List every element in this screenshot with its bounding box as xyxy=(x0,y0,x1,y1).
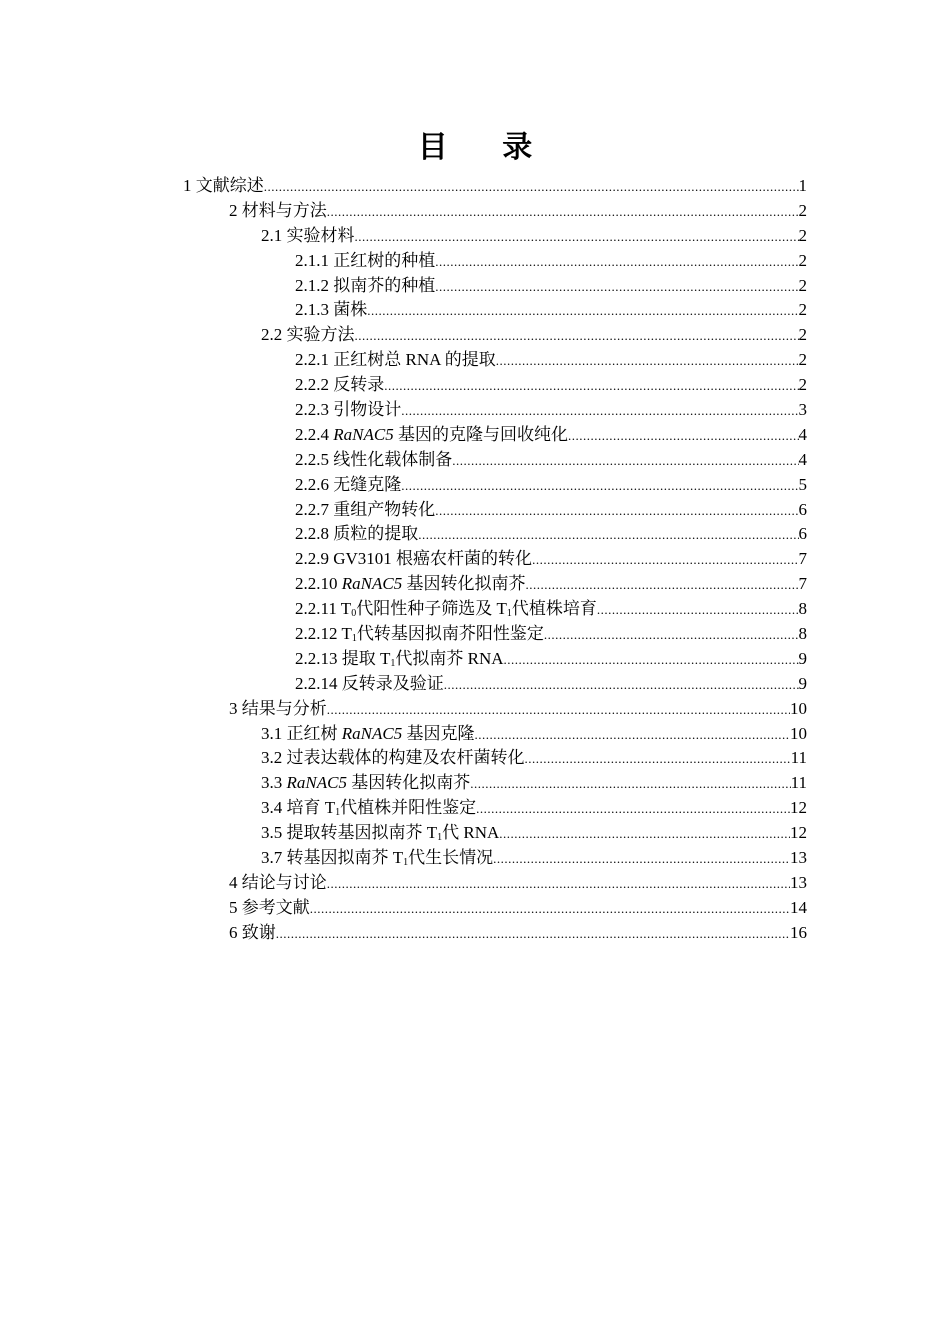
toc-entry[interactable] xyxy=(183,174,807,199)
title-text: 4 结论与讨论 xyxy=(229,872,327,892)
toc-entry-title xyxy=(295,672,444,697)
toc-entry-title xyxy=(295,448,452,473)
title-text: 3.3 xyxy=(261,773,287,793)
toc-entry[interactable] xyxy=(295,348,807,373)
toc-entry-title xyxy=(261,796,476,821)
page-title: 目 录 xyxy=(417,130,555,165)
title-text: 代转基因拟南芥阳性鉴定 xyxy=(356,624,544,644)
title-text: 基因克隆 xyxy=(402,723,475,743)
toc-page-number: 11 xyxy=(790,773,807,793)
dot-leader xyxy=(327,200,799,225)
toc-entry-title xyxy=(229,871,327,896)
title-text: 2.2.4 xyxy=(295,424,334,444)
title-text: 2.2.10 xyxy=(295,574,342,594)
title-text: 2.2.12 T xyxy=(295,624,352,644)
toc-page-number: 8 xyxy=(798,599,807,619)
toc-page-number: 2 xyxy=(798,350,807,370)
toc-entry[interactable] xyxy=(295,547,807,572)
title-text: 2.2.3 引物设计 xyxy=(295,400,402,420)
title-text: 5 参考文献 xyxy=(229,897,310,917)
toc-entry-title xyxy=(295,298,367,323)
toc-entry-title xyxy=(183,174,264,199)
toc-entry-title xyxy=(261,224,355,249)
toc-entry[interactable] xyxy=(295,522,807,547)
title-text: 2.2.7 重组产物转化 xyxy=(295,499,436,519)
toc-entry[interactable] xyxy=(229,896,807,921)
title-text: 2.1 实验材料 xyxy=(261,225,355,245)
dot-leader xyxy=(544,623,799,648)
dot-leader xyxy=(355,324,799,349)
toc-entry-title xyxy=(261,821,499,846)
title-text: 2.2.5 线性化载体制备 xyxy=(295,449,453,469)
subscript: 1 xyxy=(390,657,396,669)
toc-entry[interactable] xyxy=(295,473,807,498)
subscript: 1 xyxy=(437,832,443,844)
toc-entry-title xyxy=(295,647,504,672)
title-text: 代阳性种子筛选及 T xyxy=(356,599,507,619)
dot-leader xyxy=(276,922,790,947)
title-text: 3.4 培育 T xyxy=(261,798,336,818)
toc-page-number: 2 xyxy=(798,275,807,295)
toc-entry[interactable] xyxy=(295,672,807,697)
toc-page-number: 7 xyxy=(798,549,807,569)
toc-entry[interactable] xyxy=(261,722,807,747)
toc-entry-title xyxy=(295,348,496,373)
title-text: 3 结果与分析 xyxy=(229,698,327,718)
dot-leader xyxy=(401,399,798,424)
title-text: 2.2.8 质粒的提取 xyxy=(295,524,419,544)
toc-entry-title xyxy=(229,896,310,921)
toc-entry[interactable] xyxy=(295,274,807,299)
subscript: 0 xyxy=(351,608,357,620)
table-of-contents xyxy=(0,174,950,946)
title-text: 基因转化拟南芥 xyxy=(346,773,471,793)
dot-leader xyxy=(355,225,799,250)
toc-entry-title xyxy=(261,746,525,771)
toc-entry-title xyxy=(295,473,401,498)
toc-entry[interactable] xyxy=(295,572,807,597)
toc-entry[interactable] xyxy=(261,746,807,771)
subscript: 1 xyxy=(335,807,341,819)
title-text: 2.1.2 拟南芥的种植 xyxy=(295,275,436,295)
subscript: 1 xyxy=(403,857,409,869)
dot-leader xyxy=(310,897,790,922)
toc-page-number: 6 xyxy=(798,524,807,544)
toc-page-number: 3 xyxy=(798,400,807,420)
toc-page-number: 16 xyxy=(790,922,807,942)
dot-leader xyxy=(327,698,790,723)
toc-page-number: 11 xyxy=(790,748,807,768)
title-text: 6 致谢 xyxy=(229,922,276,942)
title-text: 2.2.1 正红树总 RNA 的提取 xyxy=(295,350,496,370)
toc-entry-title xyxy=(261,323,355,348)
toc-page-number: 4 xyxy=(798,449,807,469)
title-text: 2.2.9 GV3101 根癌农杆菌的转化 xyxy=(295,549,533,569)
toc-page-number: 2 xyxy=(798,375,807,395)
title-text: 代生长情况 xyxy=(408,848,494,868)
title-text: 代 RNA xyxy=(442,823,500,843)
title-text: 3.7 转基因拟南芥 T xyxy=(261,848,404,868)
toc-page-number: 8 xyxy=(798,624,807,644)
toc-page-number: 6 xyxy=(798,499,807,519)
toc-page-number: 9 xyxy=(798,648,807,668)
dot-leader xyxy=(367,299,798,324)
toc-page-number: 2 xyxy=(798,225,807,245)
toc-entry-title xyxy=(261,771,470,796)
toc-entry[interactable] xyxy=(295,498,807,523)
title-text: 2.2.14 反转录及验证 xyxy=(295,673,444,693)
title-text: 2.1.1 正红树的种植 xyxy=(295,250,436,270)
toc-page-number: 12 xyxy=(790,798,807,818)
title-text: 代植株培育 xyxy=(511,599,597,619)
toc-entry[interactable] xyxy=(261,821,807,846)
title-text: 2.2.2 反转录 xyxy=(295,375,385,395)
toc-entry[interactable] xyxy=(295,249,807,274)
toc-entry-title xyxy=(295,522,418,547)
toc-entry-title xyxy=(295,249,435,274)
toc-entry[interactable] xyxy=(261,771,807,796)
title-text: 基因的克隆与回收纯化 xyxy=(393,424,568,444)
dot-leader xyxy=(435,250,798,275)
dot-leader xyxy=(327,872,790,897)
toc-entry[interactable] xyxy=(229,871,807,896)
toc-entry[interactable] xyxy=(295,373,807,398)
toc-entry[interactable] xyxy=(295,298,807,323)
title-text: 2.1.3 菌株 xyxy=(295,300,368,320)
dot-leader xyxy=(496,349,799,374)
dot-leader xyxy=(435,275,798,300)
gene-name: RaNAC5 xyxy=(286,773,347,793)
dot-leader xyxy=(444,673,799,698)
toc-entry[interactable] xyxy=(295,622,807,647)
title-text: 2.2.6 无缝克隆 xyxy=(295,474,402,494)
toc-page-number: 10 xyxy=(790,698,807,718)
toc-entry[interactable] xyxy=(261,224,807,249)
toc-entry[interactable] xyxy=(229,921,807,946)
toc-entry-title xyxy=(295,597,597,622)
toc-entry[interactable] xyxy=(295,423,807,448)
toc-entry[interactable] xyxy=(295,597,807,622)
dot-leader xyxy=(499,822,790,847)
toc-entry-title xyxy=(295,373,384,398)
dot-leader xyxy=(493,847,790,872)
toc-page-number: 5 xyxy=(798,474,807,494)
title-text: 2.2 实验方法 xyxy=(261,325,355,345)
toc-page-number: 2 xyxy=(798,325,807,345)
toc-entry-title xyxy=(295,423,568,448)
dot-leader xyxy=(384,374,798,399)
toc-entry-title xyxy=(295,572,525,597)
dot-leader xyxy=(525,747,791,772)
title-text: 2 材料与方法 xyxy=(229,200,327,220)
toc-entry[interactable] xyxy=(295,647,807,672)
toc-entry-title xyxy=(229,921,276,946)
toc-page-number: 12 xyxy=(790,823,807,843)
toc-entry-title xyxy=(295,547,532,572)
toc-page-number: 1 xyxy=(798,176,807,195)
toc-entry-title xyxy=(295,398,401,423)
title-text: 2.2.11 T xyxy=(295,599,352,619)
toc-page-number: 10 xyxy=(790,723,807,743)
title-text: 3.2 过表达载体的构建及农杆菌转化 xyxy=(261,748,525,768)
toc-page-number: 2 xyxy=(798,300,807,320)
title-text: 3.1 正红树 xyxy=(261,723,342,743)
title-text: 代拟南芥 RNA xyxy=(395,648,504,668)
toc-page-number: 13 xyxy=(790,848,807,868)
dot-leader xyxy=(470,772,790,797)
toc-entry[interactable] xyxy=(229,199,807,224)
toc-entry-title xyxy=(261,722,474,747)
dot-leader xyxy=(474,723,790,748)
dot-leader xyxy=(452,449,798,474)
toc-page-number: 2 xyxy=(798,200,807,220)
title-text: 代植株并阳性鉴定 xyxy=(340,798,477,818)
dot-leader xyxy=(597,598,799,623)
gene-name: RaNAC5 xyxy=(341,723,403,743)
toc-page-number: 9 xyxy=(798,673,807,693)
title-text: 基因转化拟南芥 xyxy=(402,574,526,594)
toc-entry[interactable] xyxy=(295,398,807,423)
dot-leader xyxy=(504,648,799,673)
toc-entry-title xyxy=(295,622,544,647)
subscript: 1 xyxy=(506,608,512,620)
toc-entry-title xyxy=(295,274,435,299)
toc-entry[interactable] xyxy=(261,796,807,821)
subscript: 1 xyxy=(351,633,357,645)
toc-entry-title xyxy=(261,846,493,871)
dot-leader xyxy=(418,523,798,548)
toc-entry[interactable] xyxy=(261,323,807,348)
title-text: 2.2.13 提取 T xyxy=(295,648,391,668)
toc-page-number: 2 xyxy=(798,250,807,270)
toc-entry-title xyxy=(229,199,327,224)
title-text: 3.5 提取转基因拟南芥 T xyxy=(261,823,438,843)
title-text: 1 文献综述 xyxy=(183,176,264,195)
toc-page-number: 7 xyxy=(798,574,807,594)
dot-leader xyxy=(476,797,790,822)
dot-leader xyxy=(401,474,798,499)
toc-entry[interactable] xyxy=(229,697,807,722)
toc-entry-title xyxy=(295,498,435,523)
dot-leader xyxy=(568,424,799,449)
toc-entry-title xyxy=(229,697,327,722)
dot-leader xyxy=(532,548,798,573)
dot-leader xyxy=(264,175,799,200)
gene-name: RaNAC5 xyxy=(333,424,394,444)
toc-entry[interactable] xyxy=(295,448,807,473)
gene-name: RaNAC5 xyxy=(341,574,403,594)
dot-leader xyxy=(435,499,798,524)
toc-page-number: 14 xyxy=(790,897,807,917)
toc-page-number: 4 xyxy=(798,424,807,444)
dot-leader xyxy=(525,573,798,598)
toc-entry[interactable] xyxy=(261,846,807,871)
toc-page-number: 13 xyxy=(790,872,807,892)
